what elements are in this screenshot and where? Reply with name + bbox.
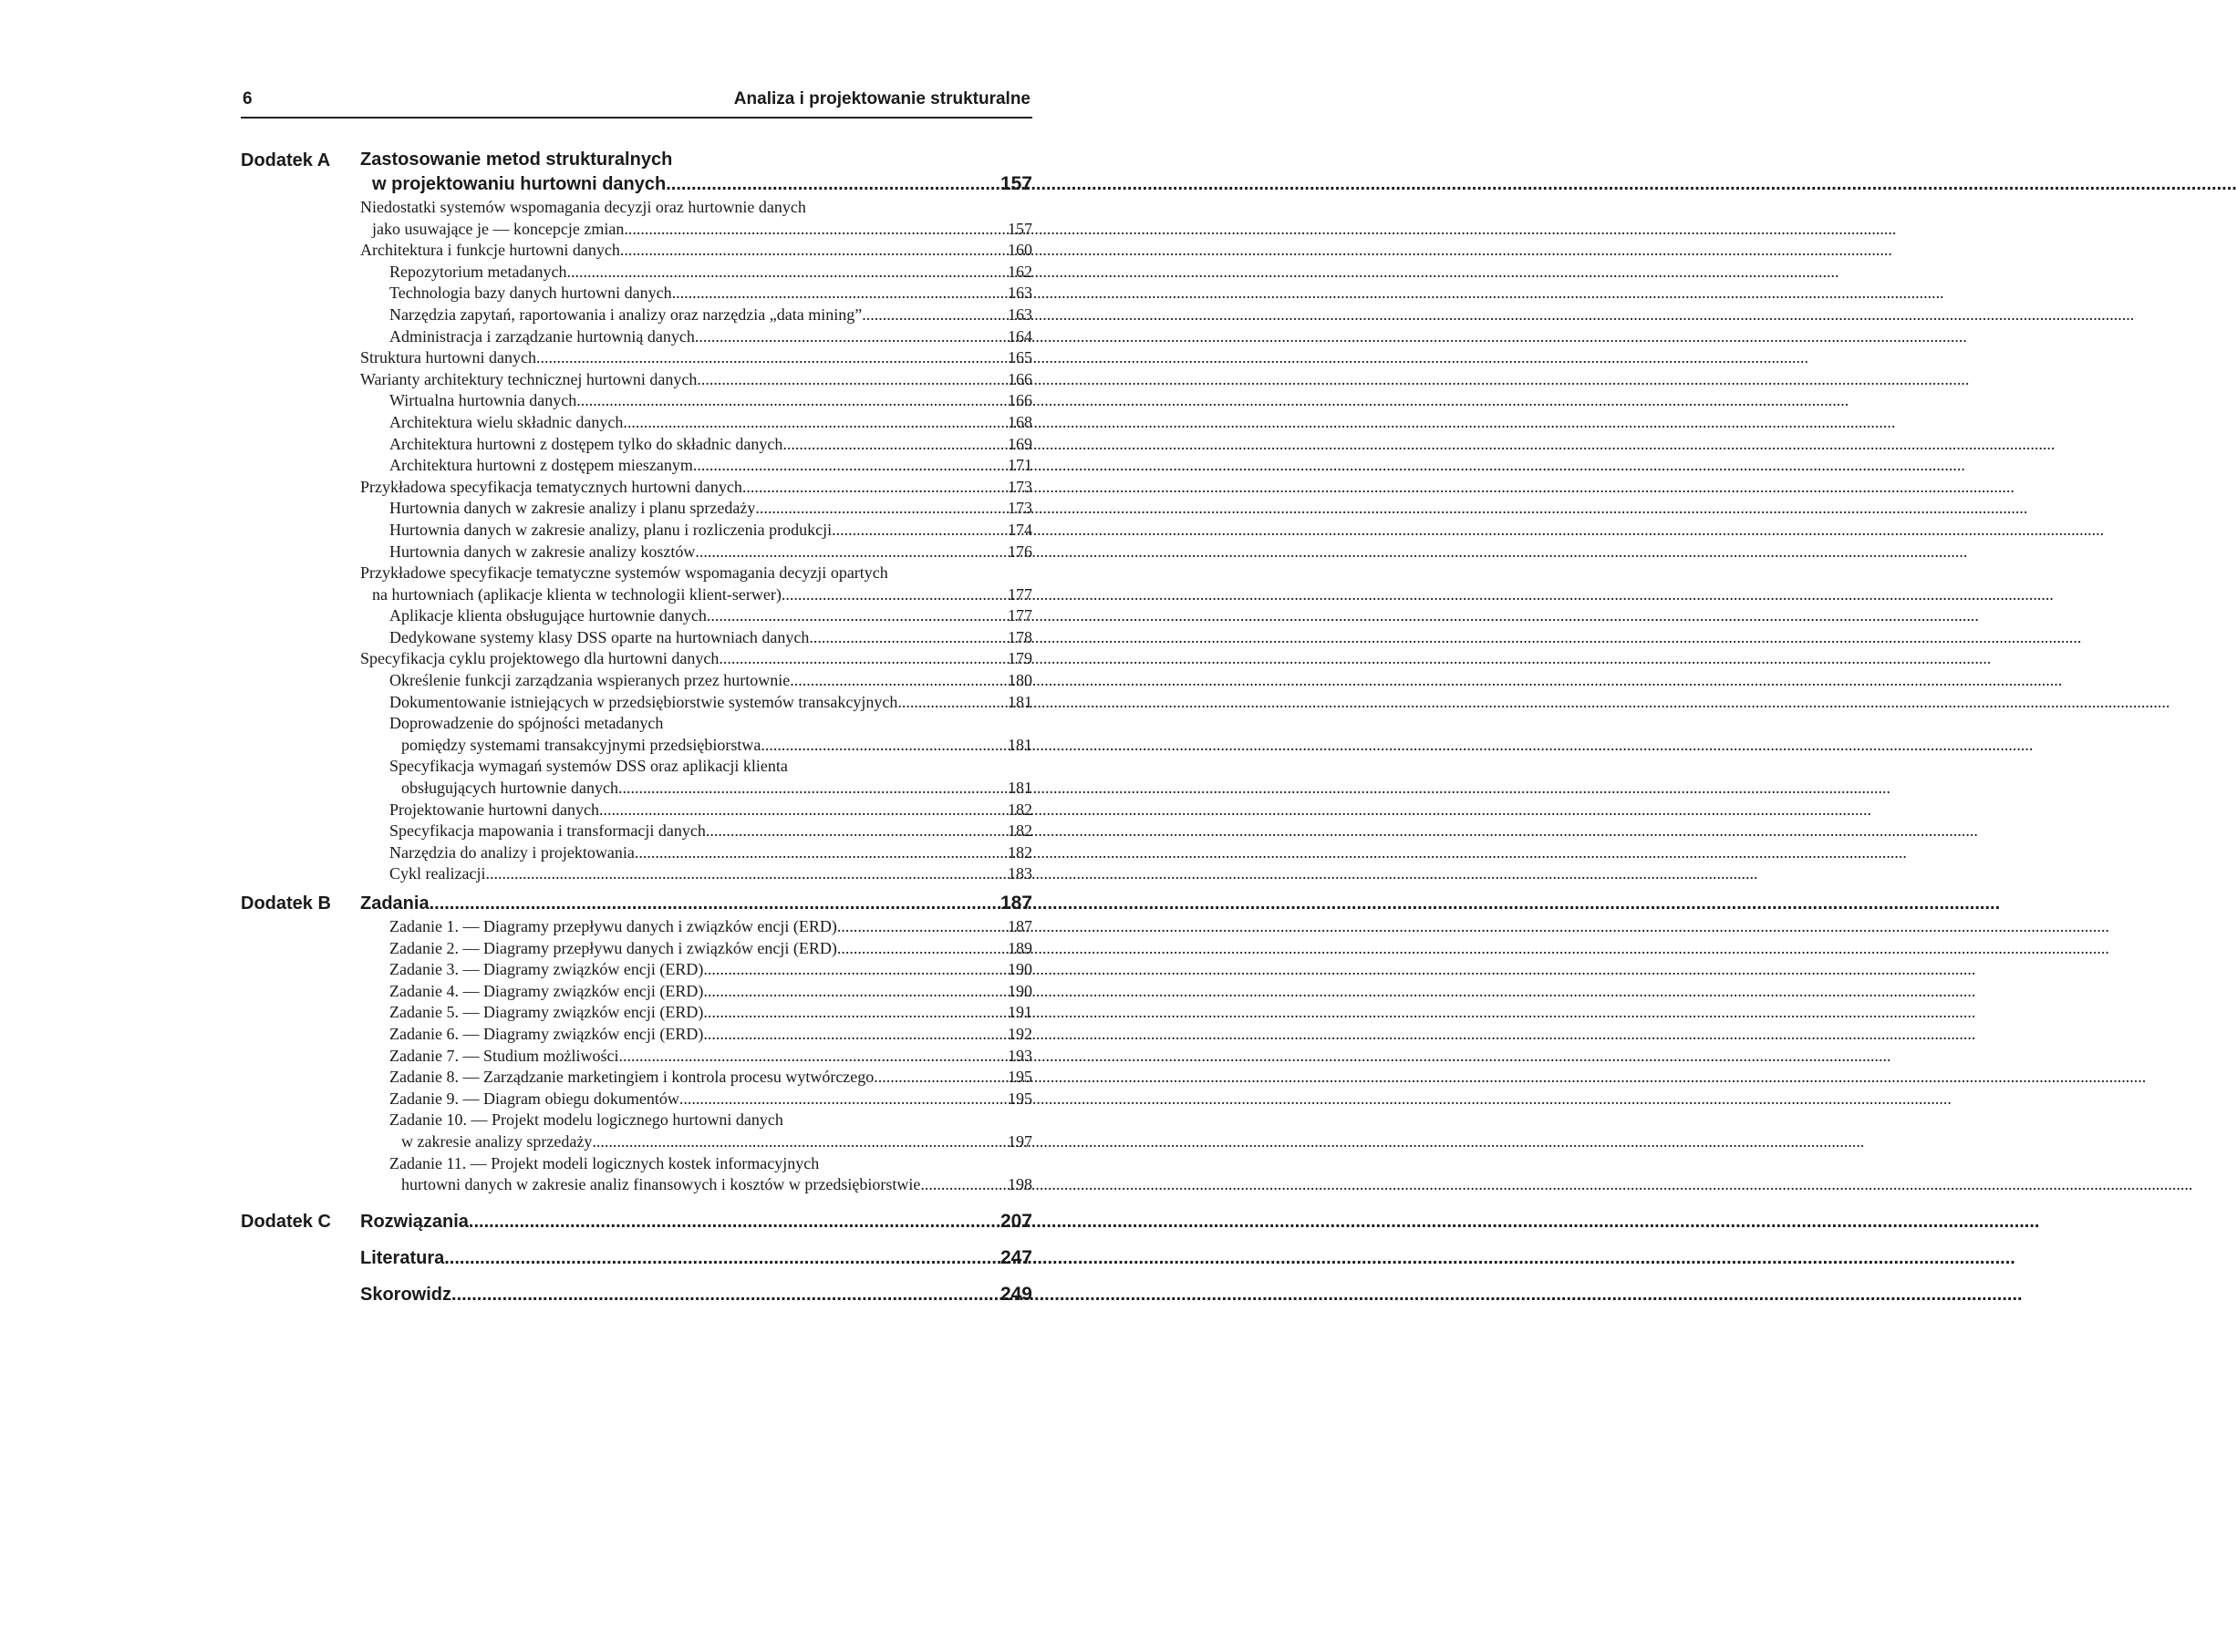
entry-title: Projektowanie hurtowni danych (389, 800, 599, 819)
toc-entry (360, 326, 1032, 348)
entry-page-number: 192 (1008, 1024, 1032, 1043)
dot-leader (430, 891, 999, 916)
section-title: Literatura (360, 1247, 445, 1268)
page-number: 6 (243, 89, 253, 108)
entry-page-number: 166 (1008, 391, 1032, 410)
entry-title: Zadanie 9. — Diagram obiegu dokumentów (389, 1089, 679, 1108)
section-title-line: w projektowaniu hurtowni danych (372, 174, 667, 194)
dot-leader (576, 390, 1006, 412)
entry-title: Administracja i zarządzanie hurtownią danych (389, 326, 695, 346)
dot-leader (618, 1046, 1006, 1068)
entry-title: Doprowadzenie do spójności metadanych (389, 714, 664, 733)
dot-leader (809, 627, 1006, 649)
entry-page-number: 160 (1008, 241, 1032, 260)
entry-page-number: 193 (1008, 1046, 1032, 1065)
entry-page-number: 180 (1008, 671, 1032, 690)
entry-title: Warianty architektury technicznej hurtowni danych (360, 369, 698, 388)
dot-leader (618, 778, 1006, 800)
toc-entry (360, 1024, 1032, 1046)
toc-entry (360, 648, 1032, 670)
entry-page-number: 181 (1008, 735, 1032, 754)
toc-entry (360, 670, 1032, 692)
entry-title: Wirtualna hurtownia danych (389, 391, 577, 410)
toc-entry (360, 981, 1032, 1003)
toc-entry (360, 1067, 1032, 1089)
entry-title: hurtowni danych w zakresie analiz finansowych i kosztów w przedsiębiorstwie (401, 1175, 921, 1194)
entry-title: Zadanie 10. — Projekt modelu logicznego hurtowni danych (389, 1110, 783, 1130)
dot-leader (706, 821, 1006, 842)
toc-entry (360, 305, 1032, 326)
toc-section-literature (241, 1245, 1032, 1271)
toc-entry (360, 347, 1032, 369)
entry-page-number: 173 (1008, 477, 1032, 496)
entry-page-number: 166 (1008, 369, 1032, 388)
dot-leader (635, 842, 1006, 864)
toc-entry (360, 563, 1032, 605)
dot-leader (837, 938, 1006, 960)
toc-entry (360, 959, 1032, 981)
dot-leader (599, 800, 1006, 821)
toc-entry (360, 1002, 1032, 1024)
entry-title: obsługujących hurtownie danych (401, 779, 618, 798)
dot-leader (693, 455, 1006, 477)
dot-leader (707, 605, 1006, 627)
entry-title: Cykl realizacji (389, 864, 486, 883)
dot-leader (592, 1131, 1006, 1153)
section-page-number: 249 (999, 1283, 1032, 1305)
toc-entry (360, 938, 1032, 960)
toc-entry (360, 498, 1032, 520)
entry-title: Architektura wielu składnic danych (389, 412, 624, 431)
entry-title: Zadanie 7. — Studium możliwości (389, 1046, 619, 1065)
dot-leader (703, 981, 1006, 1003)
entry-page-number: 157 (1008, 219, 1032, 238)
dot-leader (485, 863, 1006, 885)
entry-title: Narzędzia do analizy i projektowania (389, 842, 635, 862)
section-title-leader (360, 1209, 1032, 1234)
entry-title: na hurtowniach (aplikacje klienta w technologii klient-serwer) (372, 584, 782, 604)
section-title-leader (360, 1245, 1032, 1271)
dot-leader (782, 434, 1006, 456)
toc-entry (360, 627, 1032, 649)
toc-entry (360, 605, 1032, 627)
toc-entry (360, 390, 1032, 412)
dot-leader (703, 1002, 1006, 1024)
dot-leader (695, 326, 1006, 348)
entry-page-number: 195 (1008, 1068, 1032, 1087)
entry-title: Zadanie 1. — Diagramy przepływu danych i związków encji (ERD) (389, 917, 837, 935)
dot-leader (874, 1067, 1006, 1089)
entry-page-number: 190 (1008, 981, 1032, 1000)
dot-leader (703, 959, 1006, 981)
entry-page-number: 191 (1008, 1003, 1032, 1022)
entry-title: Narzędzia zapytań, raportowania i analizy oraz narzędzia „data mining” (389, 305, 863, 324)
entry-title: Zadanie 11. — Projekt modeli logicznych kostek informacyjnych (389, 1153, 820, 1172)
toc-entry (360, 1110, 1032, 1152)
toc-entry (360, 1089, 1032, 1110)
section-page-number: 157 (999, 173, 1032, 194)
entry-title: Dedykowane systemy klasy DSS oparte na hurtowniach danych (389, 627, 810, 646)
entry-title: Przykładowa specyfikacja tematycznych hurtowni danych (360, 477, 742, 496)
entry-list (360, 197, 1032, 885)
toc-entry (360, 756, 1032, 799)
dot-leader (697, 369, 1006, 391)
dot-leader (666, 171, 999, 197)
entry-title: Architektura hurtowni z dostępem mieszanym (389, 456, 693, 475)
entry-page-number: 178 (1008, 627, 1032, 646)
entry-page-number: 174 (1008, 520, 1032, 539)
entry-title: Zadanie 4. — Diagramy związków encji (ERD) (389, 981, 704, 1000)
section-title-line: Zastosowanie metod strukturalnych (360, 150, 673, 170)
entry-title: w zakresie analizy sprzedaży (401, 1131, 593, 1151)
entry-page-number: 182 (1008, 800, 1032, 819)
table-of-contents (241, 148, 1032, 1307)
entry-page-number: 177 (1008, 584, 1032, 604)
entry-page-number: 162 (1008, 262, 1032, 281)
entry-page-number: 164 (1008, 326, 1032, 346)
entry-page-number: 182 (1008, 821, 1032, 841)
entry-list (360, 916, 1032, 1196)
toc-entry (360, 1153, 1032, 1196)
toc-section-appendix-b (241, 891, 1032, 1196)
dot-leader (672, 283, 1006, 305)
toc-entry (360, 369, 1032, 391)
section-page-number: 247 (999, 1246, 1032, 1268)
toc-section-index (241, 1282, 1032, 1307)
entry-title: Zadanie 2. — Diagramy przepływu danych i związków encji (ERD) (389, 938, 837, 957)
toc-section-appendix-a (241, 148, 1032, 885)
section-title: Rozwiązania (360, 1211, 469, 1232)
toc-entry (360, 197, 1032, 240)
entry-page-number: 182 (1008, 842, 1032, 862)
dot-leader (620, 240, 1006, 262)
section-label: Dodatek B (241, 893, 331, 914)
toc-entry (360, 916, 1032, 938)
section-label: Dodatek C (241, 1211, 331, 1232)
dot-leader (862, 305, 1006, 326)
toc-entry (360, 542, 1032, 563)
section-page-number: 187 (999, 893, 1032, 914)
entry-title: Specyfikacja wymagań systemów DSS oraz aplikacji klienta (389, 757, 788, 776)
section-title-leader (360, 171, 1032, 197)
toc-entry (360, 821, 1032, 842)
toc-entry (360, 713, 1032, 756)
section-title: Zadania (360, 893, 430, 914)
dot-leader (703, 1024, 1006, 1046)
toc-entry (360, 692, 1032, 714)
entry-title: Zadanie 3. — Diagramy związków encji (ERD) (389, 960, 704, 979)
section-title: Skorowidz (360, 1284, 452, 1305)
dot-leader (920, 1174, 1006, 1196)
entry-page-number: 181 (1008, 692, 1032, 711)
entry-title: Specyfikacja mapowania i transformacji danych (389, 821, 706, 841)
dot-leader (755, 498, 1006, 520)
dot-leader (897, 692, 1006, 714)
entry-title: Przykładowe specyfikacje tematyczne systemów wspomagania decyzji opartych (360, 563, 888, 583)
section-title-leader (360, 1282, 1032, 1307)
section-page-number: 207 (999, 1210, 1032, 1232)
dot-leader (782, 584, 1006, 606)
toc-entry (360, 477, 1032, 499)
entry-page-number: 198 (1008, 1175, 1032, 1194)
entry-page-number: 169 (1008, 434, 1032, 453)
entry-title: Architektura i funkcje hurtowni danych (360, 241, 620, 260)
entry-title: Aplikacje klienta obsługujące hurtownie danych (389, 606, 707, 625)
dot-leader (832, 520, 1006, 542)
section-label: Dodatek A (241, 150, 331, 170)
entry-title: Zadanie 8. — Zarządzanie marketingiem i kontrola procesu wytwórczego (389, 1068, 875, 1087)
toc-entry (360, 412, 1032, 434)
entry-title: jako usuwające je — koncepcje zmian (372, 219, 625, 238)
dot-leader (623, 412, 1006, 434)
entry-title: Hurtownia danych w zakresie analizy i planu sprzedaży (389, 499, 756, 518)
toc-entry (360, 262, 1032, 284)
entry-page-number: 163 (1008, 284, 1032, 303)
toc-section-appendix-c (241, 1209, 1032, 1234)
running-title: Analiza i projektowanie strukturalne (733, 89, 1030, 108)
dot-leader (624, 219, 1006, 241)
dot-leader (695, 542, 1006, 563)
entry-page-number: 163 (1008, 305, 1032, 324)
toc-entry (360, 1046, 1032, 1068)
toc-entry (360, 283, 1032, 305)
entry-title: Architektura hurtowni z dostępem tylko do składnic danych (389, 434, 783, 453)
entry-page-number: 171 (1008, 456, 1032, 475)
entry-page-number: 168 (1008, 412, 1032, 431)
toc-entry (360, 520, 1032, 542)
entry-title: Niedostatki systemów wspomagania decyzji oraz hurtownie danych (360, 198, 806, 216)
entry-title: Hurtownia danych w zakresie analizy, planu i rozliczenia produkcji (389, 520, 833, 539)
dot-leader (761, 735, 1006, 757)
entry-title: Określenie funkcji zarządzania wspieranych przez hurtownie (389, 671, 791, 690)
entry-page-number: 183 (1008, 864, 1032, 883)
entry-title: Technologia bazy danych hurtowni danych (389, 284, 672, 303)
entry-page-number: 197 (1008, 1131, 1032, 1151)
dot-leader (451, 1282, 999, 1307)
dot-leader (679, 1089, 1006, 1110)
entry-title: Struktura hurtowni danych (360, 348, 536, 367)
entry-page-number: 189 (1008, 938, 1032, 957)
section-title-leader (360, 891, 1032, 916)
dot-leader (444, 1245, 999, 1271)
entry-page-number: 176 (1008, 542, 1032, 561)
entry-title: Repozytorium metadanych (389, 262, 567, 281)
dot-leader (790, 670, 1006, 692)
toc-entry (360, 455, 1032, 477)
entry-page-number: 187 (1008, 917, 1032, 935)
entry-page-number: 181 (1008, 779, 1032, 798)
entry-page-number: 173 (1008, 499, 1032, 518)
entry-page-number: 177 (1008, 606, 1032, 625)
entry-title: Hurtownia danych w zakresie analizy kosztów (389, 542, 696, 561)
dot-leader (566, 262, 1006, 284)
toc-entry (360, 842, 1032, 864)
entry-title: Zadanie 5. — Diagramy związków encji (ERD) (389, 1003, 704, 1022)
toc-entry (360, 434, 1032, 456)
toc-entry (360, 240, 1032, 262)
entry-title: pomiędzy systemami transakcyjnymi przedsiębiorstwa (401, 735, 761, 754)
toc-entry (360, 863, 1032, 885)
dot-leader (469, 1209, 999, 1234)
page-header (241, 88, 1032, 119)
dot-leader (536, 347, 1006, 369)
entry-page-number: 190 (1008, 960, 1032, 979)
entry-page-number: 165 (1008, 348, 1032, 367)
dot-leader (837, 916, 1006, 938)
dot-leader (742, 477, 1006, 499)
entry-title: Specyfikacja cyklu projektowego dla hurtowni danych (360, 649, 720, 668)
dot-leader (719, 648, 1006, 670)
entry-title: Dokumentowanie istniejących w przedsiębiorstwie systemów transakcyjnych (389, 692, 898, 711)
toc-entry (360, 800, 1032, 821)
entry-page-number: 195 (1008, 1089, 1032, 1108)
entry-title: Zadanie 6. — Diagramy związków encji (ERD) (389, 1024, 704, 1043)
entry-page-number: 179 (1008, 649, 1032, 668)
